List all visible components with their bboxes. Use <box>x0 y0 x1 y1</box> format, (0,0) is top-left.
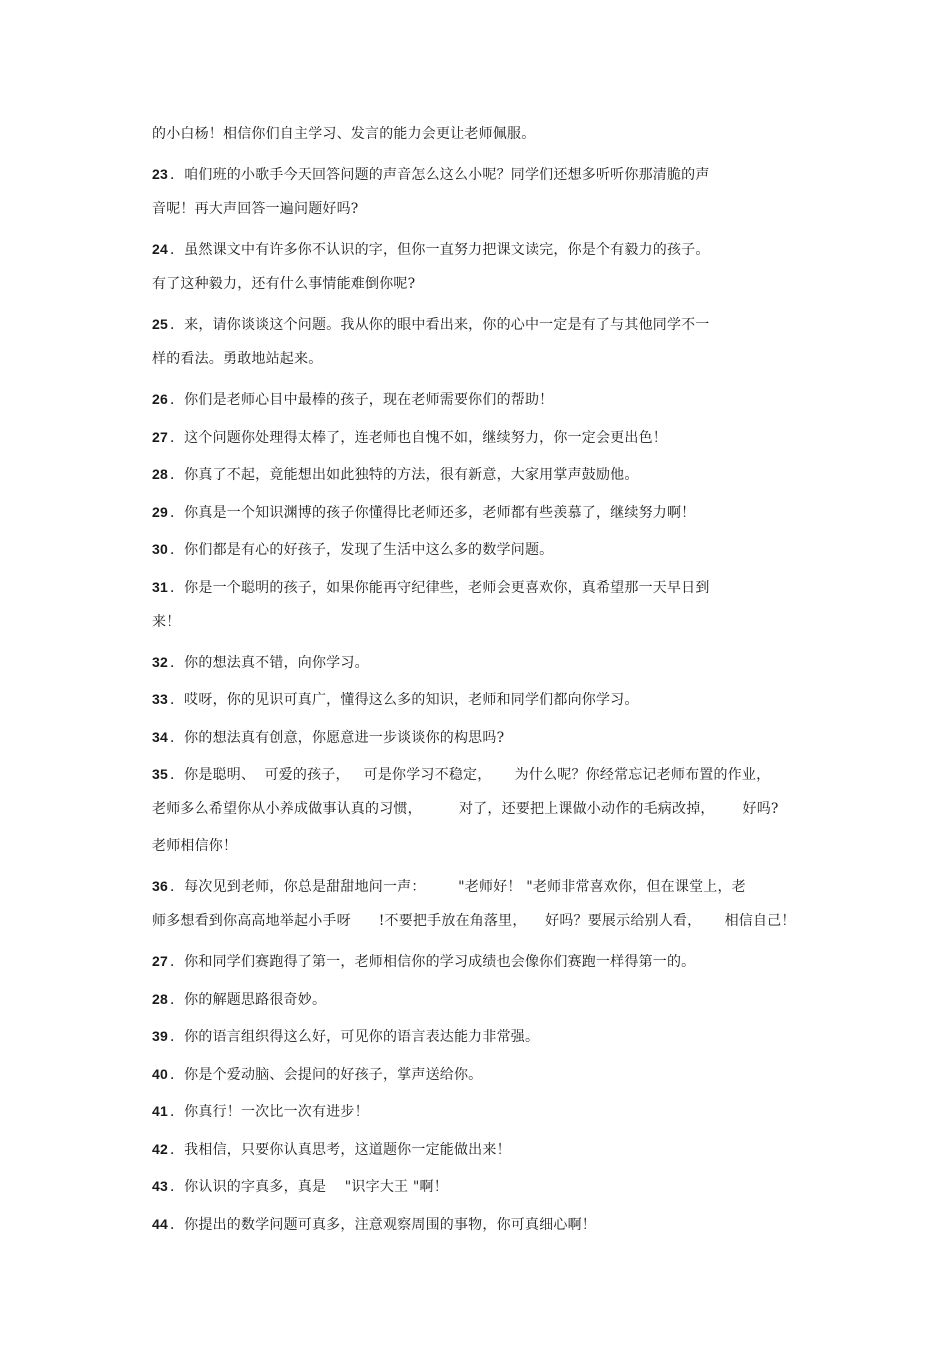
paragraph-line <box>152 876 746 897</box>
item-text: ．每次见到老师，你总是甜甜地问一声： "老师好！ "老师非常喜欢你，但在课堂上，老 <box>169 879 746 895</box>
item-number: 31 <box>152 579 168 595</box>
item-text: ．来，请你谈谈这个问题。我从你的眼中看出来，你的心中一定是有了与其他同学不一 <box>169 317 710 333</box>
paragraph-line <box>152 727 504 748</box>
paragraph-continuation-line <box>152 199 359 219</box>
paragraph-line <box>152 389 553 410</box>
item-text: ．你们是老师心目中最棒的孩子，现在老师需要你们的帮助！ <box>169 392 554 408</box>
item-number: 40 <box>152 1066 168 1082</box>
item-number: 24 <box>152 241 168 257</box>
item-text: ．这个问题你处理得太棒了，连老师也自愧不如，继续努力，你一定会更出色！ <box>169 430 667 446</box>
item-text: ．咱们班的小歌手今天回答问题的声音怎么这么小呢？同学们还想多听听你那清脆的声 <box>169 167 710 183</box>
item-number: 26 <box>152 391 168 407</box>
item-text: 样的看法。勇敢地站起来。 <box>152 351 323 367</box>
item-text: 有了这种毅力，还有什么事情能难倒你呢? <box>152 276 416 292</box>
paragraph-line <box>152 464 639 485</box>
paragraph-line <box>152 124 535 144</box>
item-text: ．你是聪明、 可爱的孩子， 可是你学习不稳定， 为什么呢？你经常忘记老师布置的作业， <box>169 767 771 783</box>
paragraph-line <box>152 577 710 598</box>
item-text: ．虽然课文中有许多你不认识的字，但你一直努力把课文读完，你是个有毅力的孩子。 <box>169 242 710 258</box>
item-text: ．你是个爱动脑、会提问的好孩子，掌声送给你。 <box>169 1067 483 1083</box>
paragraph-line <box>152 1101 369 1122</box>
item-number: 33 <box>152 691 168 707</box>
paragraph-line <box>152 539 553 560</box>
item-text: ．你是一个聪明的孩子，如果你能再守纪律些，老师会更喜欢你，真希望那一天早日到 <box>169 580 710 596</box>
item-text: 老师多么希望你从小养成做事认真的习惯， 对了，还要把上课做小动作的毛病改掉， 好吗? <box>152 801 779 817</box>
paragraph-line <box>152 1214 596 1235</box>
item-number: 28 <box>152 991 168 1007</box>
item-number: 42 <box>152 1141 168 1157</box>
paragraph-line <box>152 427 667 448</box>
item-text: ．你和同学们赛跑得了第一，老师相信你的学习成绩也会像你们赛跑一样得第一的。 <box>169 954 696 970</box>
item-number: 28 <box>152 466 168 482</box>
paragraph-line <box>152 1026 539 1047</box>
item-number: 35 <box>152 766 168 782</box>
item-text: ．你真是一个知识渊博的孩子你懂得比老师还多，老师都有些羡慕了，继续努力啊！ <box>169 505 696 521</box>
item-number: 41 <box>152 1103 168 1119</box>
item-number: 27 <box>152 953 168 969</box>
item-number: 43 <box>152 1178 168 1194</box>
item-text: ．我相信，只要你认真思考，这道题你一定能做出来！ <box>169 1142 511 1158</box>
paragraph-continuation-line <box>152 349 322 369</box>
item-number: 30 <box>152 541 168 557</box>
item-number: 27 <box>152 429 168 445</box>
item-number: 44 <box>152 1216 168 1232</box>
item-text: ．你的解题思路很奇妙。 <box>169 992 327 1008</box>
paragraph-continuation-line <box>152 836 237 856</box>
item-number: 34 <box>152 729 168 745</box>
paragraph-line <box>152 689 639 710</box>
paragraph-continuation-line <box>152 911 796 931</box>
paragraph-line <box>152 989 326 1010</box>
item-text: ．你提出的数学问题可真多，注意观察周围的事物，你可真细心啊！ <box>169 1217 596 1233</box>
paragraph-line <box>152 764 770 785</box>
item-text: 来！ <box>152 614 181 630</box>
item-number: 25 <box>152 316 168 332</box>
item-text: ．你的语言组织得这么好，可见你的语言表达能力非常强。 <box>169 1029 540 1045</box>
item-text: ．你真行！一次比一次有进步！ <box>169 1104 369 1120</box>
paragraph-line <box>152 1064 482 1085</box>
paragraph-line <box>152 164 710 185</box>
paragraph-line <box>152 1176 448 1197</box>
item-number: 39 <box>152 1028 168 1044</box>
paragraph-line <box>152 314 710 335</box>
item-number: 32 <box>152 654 168 670</box>
paragraph-continuation-line <box>152 274 415 294</box>
item-text: ．哎呀，你的见识可真广，懂得这么多的知识，老师和同学们都向你学习。 <box>169 692 639 708</box>
item-number: 29 <box>152 504 168 520</box>
item-text: ．你们都是有心的好孩子，发现了生活中这么多的数学问题。 <box>169 542 554 558</box>
item-text: 老师相信你！ <box>152 838 238 854</box>
paragraph-continuation-line <box>152 799 779 819</box>
item-text: ．你的想法真不错，向你学习。 <box>169 655 369 671</box>
item-number: 36 <box>152 878 168 894</box>
item-text: 音呢！再大声回答一遍问题好吗? <box>152 201 359 217</box>
paragraph-line <box>152 652 369 673</box>
item-number: 23 <box>152 166 168 182</box>
item-text: 师多想看到你高高地举起小手呀 !不要把手放在角落里， 好吗？要展示给别人看， 相信自己！ <box>152 913 796 929</box>
item-text: ．你认识的字真多，真是 "识字大王 "啊！ <box>169 1179 448 1195</box>
paragraph-line <box>152 951 695 972</box>
paragraph-line <box>152 502 695 523</box>
paragraph-continuation-line <box>152 612 180 632</box>
paragraph-line <box>152 239 710 260</box>
item-text: 的小白杨！相信你们自主学习、发言的能力会更让老师佩服。 <box>152 126 536 142</box>
item-text: ．你的想法真有创意，你愿意进一步谈谈你的构思吗? <box>169 730 505 746</box>
paragraph-line <box>152 1139 511 1160</box>
item-text: ．你真了不起，竟能想出如此独特的方法，很有新意，大家用掌声鼓励他。 <box>169 467 639 483</box>
